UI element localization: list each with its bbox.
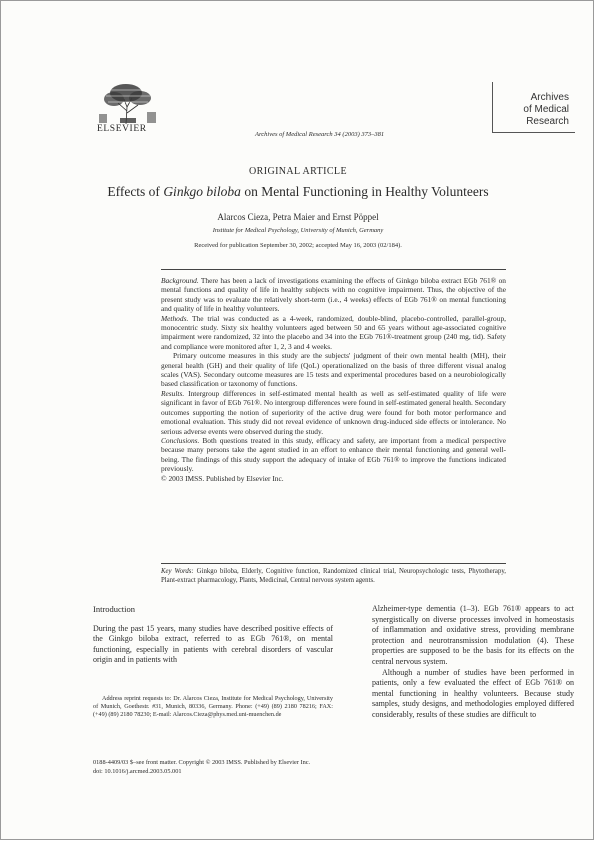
elsevier-tree-logo: [96, 81, 160, 125]
conclusions-text: Both questions treated in this study, efficacy and safety, are important from a medical perspective because many persons take the agent studied in an effort to enhance their mental functioning and general well-being. The findings of this study support the adequacy of intake of EGb 761® to improve the functions indicated previously.: [161, 435, 506, 474]
correspondence-footnote: [93, 695, 333, 719]
background-text: There has been a lack of investigations examining the effects of Ginkgo biloba extract EGb 761® on mental functions and quality of life in healthy subjects with no cognitive impairment. Thus, the objective of the present study was to evaluate the relatively short-term (i.e., 4 weeks) effects of EGb 761® on mental functioning and quality of life in healthy volunteers.: [161, 276, 506, 314]
keywords-heading: Key Words:: [161, 568, 194, 575]
received-dates: Received for publication September 30, 2002; accepted May 16, 2003 (02/184).: [194, 242, 402, 249]
footer-doi-line: doi: 10.1016/j.arcmed.2003.05.001: [93, 767, 182, 775]
abstract-copyright: © 2003 IMSS. Published by Elsevier Inc.: [161, 473, 284, 483]
article-type: ORIGINAL ARTICLE: [249, 166, 347, 177]
title-post: on Mental Functioning in Healthy Volunteers: [240, 184, 489, 199]
title-pre: Effects of: [107, 184, 164, 199]
background-heading: Background.: [161, 276, 199, 285]
abstract: [161, 269, 506, 483]
brand-line-2: of Medical: [523, 104, 569, 115]
results-heading: Results.: [161, 388, 185, 398]
brand-line-1: Archives: [530, 92, 569, 103]
body-left-column: [93, 604, 333, 666]
keywords: [161, 563, 506, 585]
authors: Alarcos Cieza, Petra Maier and Ernst Pöppel: [217, 212, 379, 222]
abstract-results: [161, 389, 506, 436]
right-paragraph-2: Although a number of studies have been performed in patients, only a few evaluated the effect of EGb 761® on mental functioning in healthy volunteers. Because study samples, study designs, and methodologies employed differed considerably, results of these studies are difficult to: [372, 667, 574, 719]
publisher-name: ELSEVIER: [97, 124, 147, 134]
intro-paragraph: During the past 15 years, many studies have described positive effects of the Ginkgo biloba extract, referred to as EGb 761®, on mental functioning, especially in patients with cerebral disorders of vascular origin and in patients with: [93, 623, 333, 665]
footnote-text: Address reprint requests to: Dr. Alarcos Cieza, Institute for Medical Psychology, University of Munich, Goethestr. #31, Munich, 80336, Germany. Phone: (+49) (89) 2180 78216; FAX: (+49) (89) 2180 78230; E-mail: Alarcos.Cieza@phys.med.uni-muenchen.de: [93, 695, 333, 718]
methods-text: The trial was conducted as a 4-week, randomized, double-blind, placebo-controlled, parallel-group, monocentric study. Sixty six healthy volunteers aged between 50 and 65 years without age-associated cognitive impairment were randomized, 32 into the placebo and 34 into the EGb 761®-treatment group (240 mg, tid). Safety and compliance were monitored after 1, 2, 3 and 4 weeks.: [161, 313, 506, 351]
title-italic: Ginkgo biloba: [163, 184, 241, 199]
abstract-outcomes: Primary outcome measures in this study are the subjects' judgment of their own mental health (MH), their general health (GH) and their quality of life (QoL) operationalized on the basis of three different visual analog scales (VAS). Secondary outcome measures are 15 tests and experimental procedures based on a neurobiologically based classification or taxonomy of functions.: [161, 351, 506, 389]
affiliation: Institute for Medical Psychology, University of Munich, Germany: [212, 227, 384, 234]
methods-heading: Methods.: [161, 313, 189, 323]
article-title: [1, 184, 594, 200]
conclusions-heading: Conclusions.: [161, 435, 200, 445]
introduction-heading: Introduction: [93, 604, 136, 614]
right-paragraph-1: Alzheimer-type dementia (1–3). EGb 761® appears to act synergistically on diverse processes involved in homeostasis of inflammation and oxidative stress, providing membrane protection and neurotransmission modulation (4). These properties are supposed to be the basis for its effects on the central nervous system.: [372, 604, 574, 666]
brand-line-3: Research: [526, 116, 569, 127]
body-right-column: [372, 604, 574, 721]
abstract-background: [161, 276, 506, 314]
journal-citation: Archives of Medical Research 34 (2003) 373–381: [255, 131, 385, 138]
keywords-text: Ginkgo biloba, Elderly, Cognitive function, Randomized clinical trial, Neuropsychologic tests, Phytotherapy, Plant-extract pharmacology, Plants, Medicinal, Central nervous system agents.: [161, 568, 507, 584]
results-text: Intergroup differences in self-estimated mental health as well as self-estimated quality of life were significant in favor of EGb 761®. No intergroup differences were found in self-estimated general health. Secondary outcomes supporting the notion of superiority of the active drug were found for both motor performance and emotional evaluation. This study did not reveal evidence of unknown drug-induced side effects or intolerance. No serious adverse events were observed during the study.: [161, 388, 506, 436]
journal-brand-box: [492, 82, 575, 133]
abstract-methods: [161, 314, 506, 352]
abstract-conclusions: [161, 436, 506, 474]
footer-copyright-line: 0188-4409/03 $–see front matter. Copyright © 2003 IMSS. Published by Elsevier Inc.: [93, 759, 311, 766]
page-footer: [93, 759, 393, 776]
